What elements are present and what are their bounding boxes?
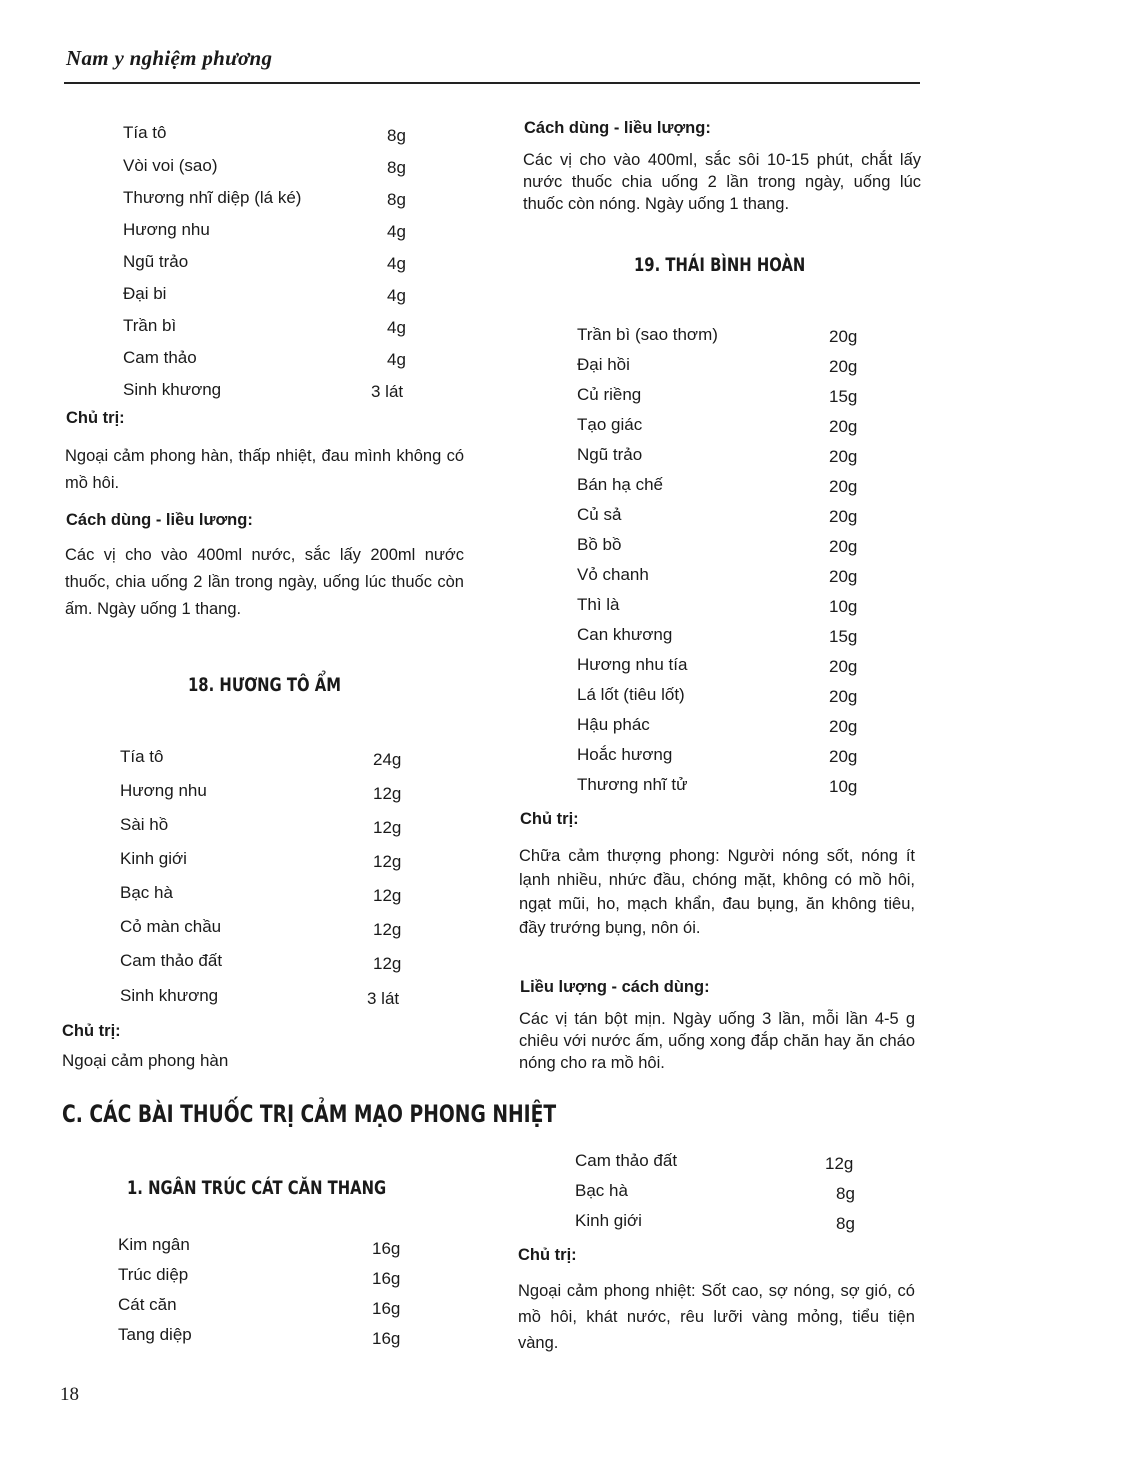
ingredient-qty: 24g bbox=[373, 750, 402, 769]
ingredient-name: Sinh khương bbox=[123, 380, 222, 399]
ingredient-name: Kinh giới bbox=[575, 1211, 642, 1230]
ingredient-name: Trần bì bbox=[123, 316, 177, 335]
chu-tri-label: Chủ trị: bbox=[520, 810, 579, 828]
ingredient-qty: 12g bbox=[373, 920, 402, 939]
ingredient-qty: 8g bbox=[836, 1214, 855, 1233]
ingredient-qty: 20g bbox=[829, 717, 858, 736]
ingredient-qty: 20g bbox=[829, 507, 858, 526]
ingredient-name: Trần bì (sao thơm) bbox=[577, 325, 718, 344]
ingredient-name: Sinh khương bbox=[120, 986, 219, 1005]
ingredient-name: Bồ bồ bbox=[577, 535, 622, 554]
ingredient-name: Vòi voi (sao) bbox=[123, 156, 218, 175]
running-header: Nam y nghiệm phương bbox=[66, 46, 273, 70]
lieu-luong-label: Liều lượng - cách dùng: bbox=[520, 978, 710, 996]
ingredient-name: Củ sả bbox=[577, 505, 622, 524]
ingredient-name: Thì là bbox=[577, 595, 620, 614]
ingredient-qty: 10g bbox=[829, 597, 858, 616]
ingredient-qty: 8g bbox=[387, 190, 406, 209]
ingredient-qty: 12g bbox=[373, 784, 402, 803]
ingredient-name: Tía tô bbox=[120, 747, 164, 766]
ingredient-qty: 20g bbox=[829, 567, 858, 586]
ingredient-qty: 10g bbox=[829, 777, 858, 796]
ingredient-name: Hương nhu bbox=[123, 220, 210, 239]
section-c-title: C. CÁC BÀI THUỐC TRỊ CẢM MẠO PHONG NHIỆT bbox=[62, 1100, 557, 1128]
ingredient-qty: 20g bbox=[829, 657, 858, 676]
ingredient-name: Vỏ chanh bbox=[577, 565, 649, 584]
ingredient-qty: 16g bbox=[372, 1269, 401, 1288]
chu-tri-label: Chủ trị: bbox=[66, 409, 125, 427]
ingredient-name: Kim ngân bbox=[118, 1235, 190, 1254]
ingredient-name: Bán hạ chế bbox=[577, 475, 664, 494]
ingredient-qty: 12g bbox=[825, 1154, 854, 1173]
ingredient-qty: 15g bbox=[829, 387, 858, 406]
ingredient-qty: 20g bbox=[829, 327, 858, 346]
ingredient-name: Kinh giới bbox=[120, 849, 187, 868]
ingredient-qty: 16g bbox=[372, 1329, 401, 1348]
ingredient-name: Đại bi bbox=[123, 284, 167, 303]
chu-tri-text: Ngoại cảm phong hàn bbox=[62, 1051, 229, 1070]
ingredient-name: Sài hồ bbox=[120, 815, 169, 834]
lieu-luong-text: Các vị tán bột mịn. Ngày uống 3 lần, mỗi lần 4-5 g chiêu với nước ấm, uống xong đắp chăn hay ăn cháo nóng cho ra mồ hôi. bbox=[519, 1010, 915, 1072]
header-divider bbox=[64, 82, 920, 84]
ingredient-name: Ngũ trảo bbox=[577, 445, 643, 464]
ingredient-name: Tang diệp bbox=[118, 1325, 192, 1344]
ingredient-qty: 20g bbox=[829, 687, 858, 706]
ingredient-name: Cát căn bbox=[118, 1295, 177, 1314]
ingredient-qty: 20g bbox=[829, 357, 858, 376]
chu-tri-label: Chủ trị: bbox=[62, 1022, 121, 1040]
ingredient-name: Cam thảo đất bbox=[120, 951, 223, 970]
ingredient-qty: 3 lát bbox=[367, 989, 400, 1008]
ingredient-qty: 15g bbox=[829, 627, 858, 646]
ingredient-name: Hương nhu tía bbox=[577, 655, 688, 674]
ingredient-qty: 20g bbox=[829, 537, 858, 556]
ingredient-name: Can khương bbox=[577, 625, 673, 644]
cach-dung-text: Các vị cho vào 400ml, sắc sôi 10-15 phút, chắt lấy nước thuốc chia uống 2 lần trong ngày, uống lúc thuốc còn nóng. Ngày uống 1 thang. bbox=[523, 151, 921, 213]
chu-tri-text: Ngoại cảm phong hàn, thấp nhiệt, đau mình không có mồ hôi. bbox=[65, 447, 464, 492]
ingredient-name: Cam thảo đất bbox=[575, 1151, 678, 1170]
ingredient-name: Hoắc hương bbox=[577, 745, 673, 764]
chu-tri-label: Chủ trị: bbox=[518, 1246, 577, 1264]
ingredient-qty: 12g bbox=[373, 954, 402, 973]
page-number: 18 bbox=[60, 1384, 79, 1405]
ingredient-name: Cam thảo bbox=[123, 348, 197, 367]
ingredient-qty: 20g bbox=[829, 747, 858, 766]
ingredient-qty: 20g bbox=[829, 447, 858, 466]
ingredient-qty: 4g bbox=[387, 286, 406, 305]
chu-tri-text: Ngoại cảm phong nhiệt: Sốt cao, sợ nóng, sợ gió, có mồ hôi, khát nước, rêu lưỡi vàng mỏng, tiểu tiện vàng. bbox=[518, 1282, 915, 1352]
ingredient-qty: 20g bbox=[829, 417, 858, 436]
ingredient-name: Củ riềng bbox=[577, 385, 642, 404]
ingredient-name: Thương nhĩ tử bbox=[577, 775, 688, 794]
ingredient-name: Đại hồi bbox=[577, 355, 630, 374]
ingredient-name: Hậu phác bbox=[577, 715, 650, 734]
ingredient-qty: 12g bbox=[373, 852, 402, 871]
ingredient-qty: 12g bbox=[373, 818, 402, 837]
cach-dung-label: Cách dùng - liều lượng: bbox=[524, 119, 711, 137]
recipe-19-title: 19. THÁI BÌNH HOÀN bbox=[634, 254, 806, 276]
ingredient-qty: 12g bbox=[373, 886, 402, 905]
ingredient-name: Lá lốt (tiêu lốt) bbox=[577, 685, 685, 704]
ingredient-name: Hương nhu bbox=[120, 781, 207, 800]
ingredient-qty: 8g bbox=[836, 1184, 855, 1203]
ingredient-qty: 16g bbox=[372, 1239, 401, 1258]
ingredient-qty: 8g bbox=[387, 158, 406, 177]
ingredient-name: Cỏ màn chầu bbox=[120, 917, 222, 936]
ingredient-name: Trúc diệp bbox=[118, 1265, 189, 1284]
cach-dung-label: Cách dùng - liều lương: bbox=[66, 511, 253, 529]
ingredient-name: Thương nhĩ diệp (lá ké) bbox=[123, 188, 302, 207]
ingredient-qty: 20g bbox=[829, 477, 858, 496]
cach-dung-text: Các vị cho vào 400ml nước, sắc lấy 200ml nước thuốc, chia uống 2 lần trong ngày, uống lúc thuốc còn ấm. Ngày uống 1 thang. bbox=[65, 546, 464, 618]
ingredient-name: Ngũ trảo bbox=[123, 252, 189, 271]
ingredient-name: Tạo giác bbox=[577, 415, 643, 434]
ingredient-qty: 4g bbox=[387, 318, 406, 337]
recipe-1-title: 1. NGÂN TRÚC CÁT CĂN THANG bbox=[127, 1177, 387, 1199]
ingredient-qty: 4g bbox=[387, 254, 406, 273]
ingredient-qty: 8g bbox=[387, 126, 406, 145]
ingredient-qty: 4g bbox=[387, 350, 406, 369]
recipe-18-title: 18. HƯƠNG TÔ ẨM bbox=[188, 674, 341, 696]
ingredient-name: Tía tô bbox=[123, 123, 167, 142]
chu-tri-text: Chữa cảm thượng phong: Người nóng sốt, nóng ít lạnh nhiều, nhức đầu, chóng mặt, không có mồ hôi, ngạt mũi, ho, mạch khẩn, đau bụng, ăn không tiêu, đầy trướng bụng, nôn ói. bbox=[519, 847, 915, 937]
ingredient-name: Bạc hà bbox=[120, 883, 173, 902]
ingredient-qty: 3 lát bbox=[371, 382, 404, 401]
ingredient-qty: 16g bbox=[372, 1299, 401, 1318]
ingredient-qty: 4g bbox=[387, 222, 406, 241]
ingredient-name: Bạc hà bbox=[575, 1181, 628, 1200]
